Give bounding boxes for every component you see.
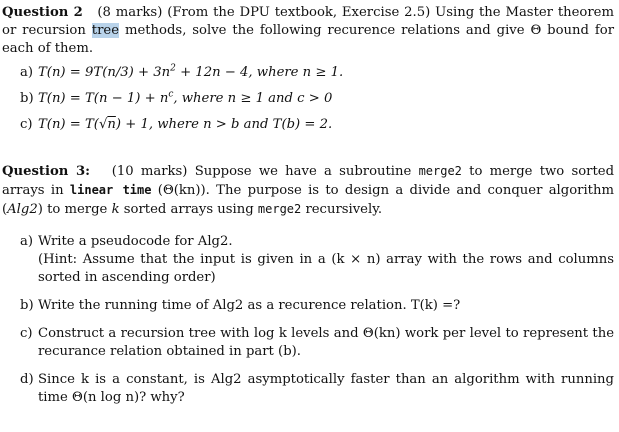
item-label: d) [20,372,34,387]
item-math: $T(n) = T(n - 1) + n^c$, where n ≥ 1 and c > 0 [38,89,333,106]
item-text: Since k is a constant, is Alg2 asymptotically faster than an algorithm with running time Θ(n log n)? why? [38,372,614,405]
code-merge2: merge2 [418,164,462,178]
code-linear-time: linear time [69,183,152,197]
item-label: b) [20,298,34,313]
q3-k: k [111,202,120,217]
q3-text: to merge two sorted arrays in [2,164,615,198]
q3-item-c [20,325,614,361]
q3-item-a [20,233,614,287]
q3-item-b [20,297,614,315]
question-2-text-b: methods, solve the following recurence relations and give Θ bound for each of them. [2,23,615,56]
q2-item-c [20,116,614,134]
q3-text: (Θ(kn)). The purpose is to design a divide and conquer algorithm ( [2,183,614,217]
hint-text: (Hint: Assume that the input is given in a (k × n) array with the rows and columns sorted in ascending order) [38,252,614,285]
question-2-text-a: (From the DPU textbook, Exercise 2.5) Using the Master theorem or recursion [2,5,614,38]
question-2-marks: (8 marks) [97,5,163,20]
item-text: Write a pseudocode for Alg2. (Hint: Assume that the input is given in a (k × n) array with the rows and columns sorted in ascending order) [38,234,614,285]
question-2-title: Question 2 [2,5,83,20]
highlighted-word[interactable]: tree [91,23,120,38]
q3-text: recursively. [305,202,383,217]
item-label: c) [20,326,33,341]
question-3-marks: (10 marks) [111,164,188,179]
q2-item-a [20,64,614,82]
item-label: a) [20,234,34,249]
q3-text: ) to merge [37,202,108,217]
item-text: Construct a recursion tree with log k levels and Θ(kn) work per level to represent the recurance relation obtained in part (b). [38,326,614,359]
code-merge2: merge2 [257,202,302,216]
question-3-intro [2,162,614,219]
document-page [2,4,614,407]
q3-text: sorted arrays using [123,202,254,217]
item-text: Write the running time of Alg2 as a recurence relation. T(k) =? [38,298,461,313]
item-label: a) [20,65,34,80]
item-label: b) [20,91,34,106]
item-math: $T(n) = 9T(n/3) + 3n^2 + 12n - 4$, where n ≥ 1. [38,63,344,80]
q3-text: Suppose we have a subroutine [194,164,412,179]
item-label: c) [20,117,33,132]
item-math: T(n) = T(√n) + 1, where n > b and T(b) = 2. [38,117,333,132]
question-3-title: Question 3: [2,164,91,179]
alg-name: Alg2 [7,202,38,217]
question-2-intro [2,4,614,58]
q2-item-b [20,90,614,108]
q3-item-d [20,371,614,407]
